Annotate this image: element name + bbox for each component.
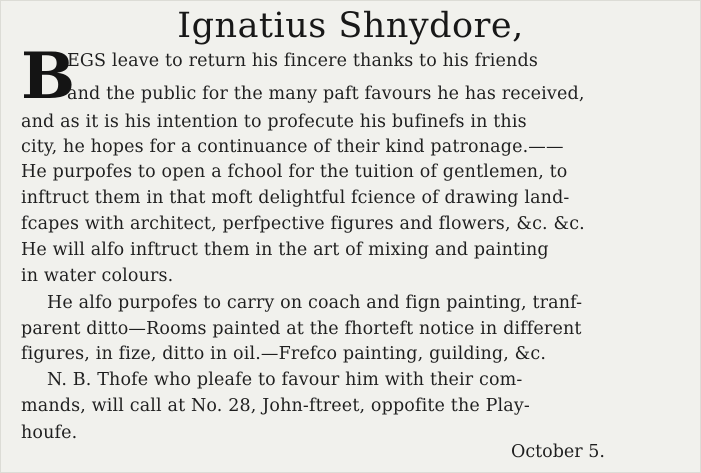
- text-line: He purpofes to open a fchool for the tuition of gentlemen, to: [21, 162, 568, 182]
- text-line: parent ditto—Rooms painted at the fhorteft notice in different: [21, 319, 582, 339]
- dateline: October 5.: [511, 442, 605, 462]
- text-line: and as it is his intention to profecute his bufinefs in this: [21, 112, 527, 132]
- text-line: in water colours.: [21, 266, 174, 286]
- text-line: fcapes with architect, perfpective figures and flowers, &c. &c.: [21, 214, 585, 234]
- text-line: N. B. Thofe who pleafe to favour him with their com-: [47, 370, 523, 390]
- text-line: and the public for the many paft favours he has received,: [67, 84, 585, 104]
- text-line: city, he hopes for a continuance of their kind patronage.——: [21, 137, 564, 157]
- text-line: houfe.: [21, 423, 78, 443]
- text-line: EGS leave to return his fincere thanks to his friends: [67, 51, 538, 71]
- drop-cap-letter: B: [21, 39, 76, 114]
- advertisement-title: Ignatius Shnydore,: [177, 6, 524, 46]
- text-line: mands, will call at No. 28, John-ftreet, oppofite the Play-: [21, 396, 530, 416]
- text-line: He alfo purpofes to carry on coach and fign painting, tranf-: [47, 293, 583, 313]
- text-line: figures, in fize, ditto in oil.—Frefco painting, guilding, &c.: [21, 344, 547, 364]
- text-line: He will alfo inftruct them in the art of mixing and painting: [21, 240, 549, 260]
- text-line: inftruct them in that moft delightful fcience of drawing land-: [21, 188, 570, 208]
